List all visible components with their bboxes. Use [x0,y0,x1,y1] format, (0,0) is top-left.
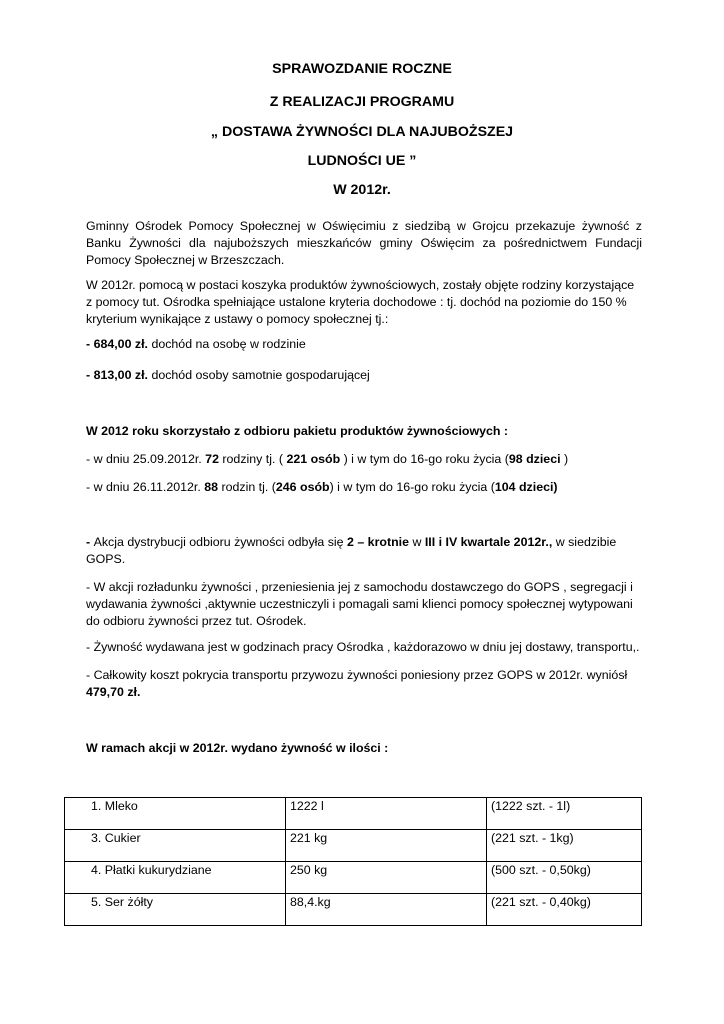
table-row [65,894,642,926]
text-run: - w dniu 25.09.2012r. [86,452,206,466]
title-line-4: LUDNOŚCI UE ” [307,153,417,169]
table-cell-detail: (1222 szt. - 1l) [487,798,642,830]
text-run: rodziny tj. ( [218,452,287,466]
transport-cost: 479,70 zł. [86,685,141,700]
text-run: Akcja dystrybucji odbioru żywności odbyła się [93,535,348,549]
distribution-line-2 [86,479,642,496]
table-row [65,798,642,830]
children-count: 104 dzieci) [494,480,558,494]
table-cell-quantity: 250 kg [286,862,487,894]
text-run: w [409,535,425,549]
text-run: - [86,535,94,549]
text-run: ) i w tym do 16-go roku życia ( [329,480,495,494]
transport-paragraph [86,667,642,701]
text-run: ) i w tym do 16-go roku życia ( [340,452,509,466]
table-cell-item: 3. Cukier [65,830,286,862]
income-per-person [86,336,642,353]
action-frequency: 2 – krotnie [347,535,409,549]
title-line-1: SPRAWOZDANIE ROCZNE [272,61,452,77]
intro-paragraph: Gminny Ośrodek Pomocy Społecznej w Oświęcimiu z siedzibą w Grojcu przekazuje żywność z Banku Żywności dla najuboższych mieszkańców gminy Oświęcim za pośrednictwem Fundacji Pomocy Społecznej w Brzeszczach. [86,219,642,268]
title-line-5: W 2012r. [333,182,391,198]
action-period: III i IV kwartale 2012r., [424,535,553,549]
table-cell-detail: (221 szt. - 1kg) [487,830,642,862]
income-text: dochód osoby samotnie gospodarującej [148,368,370,382]
persons-count: 221 osób [286,452,341,466]
income-amount: - 684,00 zł. [86,337,148,351]
table-cell-quantity: 1222 l [286,798,487,830]
income-text: dochód na osobę w rodzinie [148,337,306,351]
table-row [65,830,642,862]
table-cell-item: 5. Ser żółty [65,894,286,926]
title-line-3: „ DOSTAWA ŻYWNOŚCI DLA NAJUBOŻSZEJ [210,124,514,140]
children-count: 98 dzieci [508,452,561,466]
table-cell-quantity: 221 kg [286,830,487,862]
income-single-person [86,367,642,384]
table-heading [86,740,642,757]
usage-heading-text: W 2012 roku skorzystało z odbioru pakietu produktów żywnościowych : [86,424,509,438]
table-cell-detail: (500 szt. - 0,50kg) [487,862,642,894]
table-cell-item: 4. Płatki kukurydziane [65,862,286,894]
hours-paragraph: - Żywność wydawana jest w godzinach pracy Ośrodka , każdorazowo w dniu jej dostawy, transportu,. [86,640,640,654]
unloading-paragraph: - W akcji rozładunku żywności , przeniesienia jej z samochodu dostawczego do GOPS , segregacji i wydawania żywności ,aktywnie uczestniczyli i pomagali sami klienci pomocy społecznej wytypowani do odbioru żywności przez tut. Ośrodek. [86,580,633,629]
usage-heading [86,423,642,440]
criteria-paragraph: W 2012r. pomocą w postaci koszyka produktów żywnościowych, zostały objęte rodziny korzystające z pomocy tut. Ośrodka spełniające ustalone kryteria dochodowe : tj. dochód na poziomie do 150 % kryterium wynikające z ustawy o pomocy społecznej tj.: [86,278,635,327]
families-count: 72 [205,452,219,466]
action-paragraph [86,534,642,568]
title-line-2: Z REALIZACJI PROGRAMU [269,94,455,110]
text-run: - Całkowity koszt pokrycia transportu przywozu żywności poniesiony przez GOPS w 2012r. wyniósł [86,668,628,682]
distribution-line-1 [86,451,642,468]
table-row [65,862,642,894]
table-cell-item: 1. Mleko [65,798,286,830]
text-run: w siedzibie GOPS. [86,535,617,567]
families-count: 88 [204,480,219,494]
text-run: rodzin tj. ( [218,480,276,494]
text-run: - w dniu 26.11.2012r. [86,480,205,494]
food-table [64,797,642,926]
income-amount: - 813,00 zł. [86,368,148,382]
table-cell-detail: (221 szt. - 0,40kg) [487,894,642,926]
text-run: ) [560,452,569,466]
table-cell-quantity: 88,4.kg [286,894,487,926]
persons-count: 246 osób [275,480,330,494]
table-heading-text: W ramach akcji w 2012r. wydano żywność w ilości : [86,741,389,755]
